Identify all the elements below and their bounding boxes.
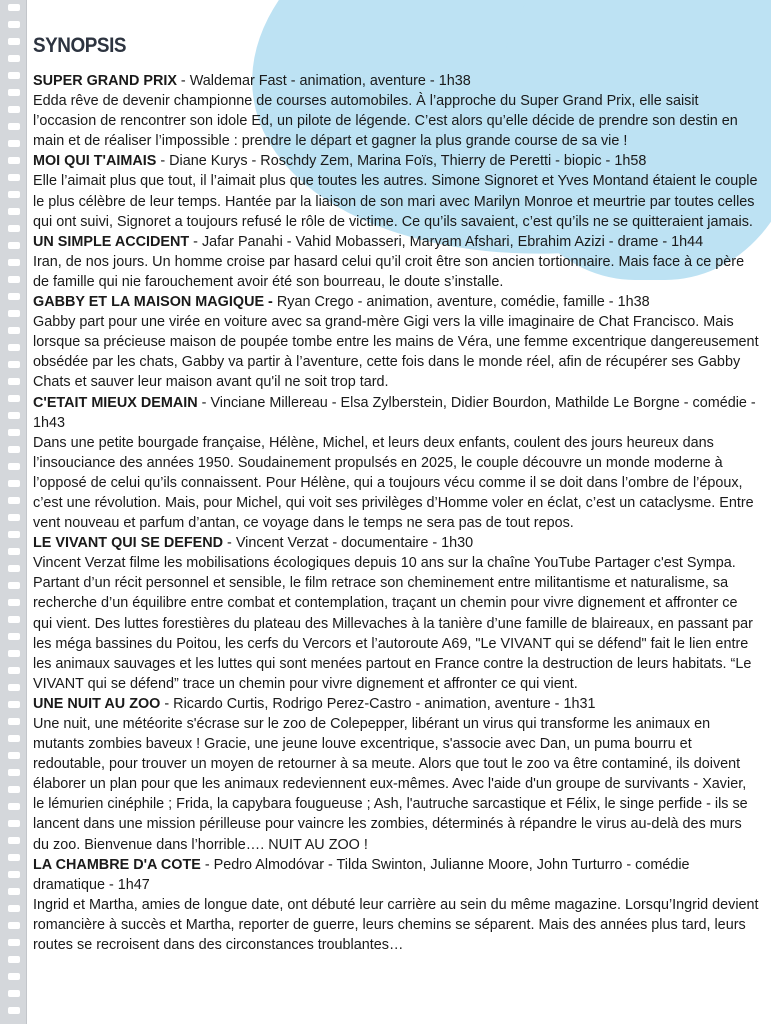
film-meta: - Pedro Almodóvar - Tilda Swinton, Julianne Moore, John Turturro - comédie dramatique - 1h47 bbox=[33, 856, 690, 893]
film-strip-hole bbox=[8, 140, 20, 147]
film-strip-hole bbox=[8, 276, 20, 283]
film-strip-hole bbox=[8, 72, 20, 79]
film-synopsis: Vincent Verzat filme les mobilisations écologiques depuis 10 ans sur la chaîne YouTube Partager c'est Sympa. Partant d’un récit personnel et sensible, le film retrace son cheminement entre militantisme et naturalisme, sa recherche d’un équilibre entre combat et contemplation, traçant un chemin pour vivre dignement et affronter ce qui vient. Des luttes forestières du plateau des Millevaches à la tanière d’une famille de blaireaux, en passant par les méga bassines du Poitou, les cerfs du Vercors et l’autoroute A69, "Le VIVANT qui se défend" fait le lien entre les animaux sauvages et les luttes qui sont menées partout en France contre la destruction de leurs habitats. “Le VIVANT qui se défend” trace un chemin pour vivre dignement et affronter ce qui vient. bbox=[33, 555, 753, 692]
film-meta: Ryan Crego - animation, aventure, comédie, famille - 1h38 bbox=[272, 294, 650, 311]
film-meta: - Vinciane Millereau - Elsa Zylberstein, Didier Bourdon, Mathilde Le Borgne - comédie - 1h43 bbox=[33, 394, 756, 431]
film-meta: - Waldemar Fast - animation, aventure - 1h38 bbox=[176, 73, 471, 89]
film-title: UNE NUIT AU ZOO bbox=[33, 695, 161, 712]
film-strip-hole bbox=[8, 123, 20, 130]
film-strip-hole bbox=[8, 718, 20, 725]
film-strip-hole bbox=[8, 89, 20, 96]
film-strip-hole bbox=[8, 106, 20, 113]
film-strip-hole bbox=[8, 361, 20, 368]
film-strip-hole bbox=[8, 939, 20, 946]
film-meta: - Jafar Panahi - Vahid Mobasseri, Maryam Afshari, Ebrahim Azizi - drame - 1h44 bbox=[189, 233, 704, 250]
film-synopsis: Dans une petite bourgade française, Hélène, Michel, et leurs deux enfants, coulent des jours heureux dans l’insouciance des années 1950. Soudainement propulsés en 2025, le couple découvre un monde moderne à l’opposé de celui qu’ils connaissent. Pour Hélène, qui a toujours vécu comme il se doit dans l’ombre de l’époux, c’est une révolution. Mais, pour Michel, qui voit ses privilèges d’Homme voler en éclat, c’est un cataclysme. Entre vent nouveau et parfum d’antan, ce voyage dans le temps ne sera pas de tout repos. bbox=[33, 434, 754, 532]
film-strip-hole bbox=[8, 4, 20, 11]
film-strip-hole bbox=[8, 735, 20, 742]
film-title: SUPER GRAND PRIX bbox=[33, 73, 177, 89]
film-title: GABBY ET LA MAISON MAGIQUE - bbox=[33, 294, 273, 311]
film-synopsis: Gabby part pour une virée en voiture avec sa grand-mère Gigi vers la ville imaginaire de Chat Francisco. Mais lorsque sa précieuse maison de poupée tombe entre les mains de Véra, une femme excentrique dangereusement obsédée par les chats, Gabby va partir à l’aventure, cette fois dans le monde réel, afin de récupérer ses Gabby Chats et sauver leur maison avant qu'il ne soit trop tard. bbox=[33, 314, 759, 391]
film-strip-hole bbox=[8, 616, 20, 623]
film-strip-hole bbox=[8, 38, 20, 45]
film-header bbox=[33, 232, 759, 252]
film-strip-hole bbox=[8, 344, 20, 351]
film-entry bbox=[33, 694, 759, 855]
film-strip-hole bbox=[8, 633, 20, 640]
film-strip-hole bbox=[8, 378, 20, 385]
film-header bbox=[33, 71, 759, 91]
film-strip-hole bbox=[8, 582, 20, 589]
film-title: LE VIVANT QUI SE DEFEND bbox=[33, 535, 224, 552]
film-strip-hole bbox=[8, 157, 20, 164]
film-strip-hole bbox=[8, 191, 20, 198]
film-strip-hole bbox=[8, 225, 20, 232]
film-strip-hole bbox=[8, 684, 20, 691]
film-strip-hole bbox=[8, 667, 20, 674]
film-strip-hole bbox=[8, 905, 20, 912]
film-synopsis: Iran, de nos jours. Un homme croise par hasard celui qu’il croit être son ancien tortionnaire. Mais face à ce père de famille qui nie farouchement avoir été son bourreau, le doute s’installe. bbox=[33, 253, 745, 290]
film-strip-hole bbox=[8, 973, 20, 980]
film-meta: - Ricardo Curtis, Rodrigo Perez-Castro - animation, aventure - 1h31 bbox=[160, 695, 596, 712]
film-title: LA CHAMBRE D'A COTE bbox=[33, 856, 201, 873]
film-strip-hole bbox=[8, 565, 20, 572]
film-entry bbox=[33, 855, 759, 955]
film-entry bbox=[33, 533, 759, 694]
film-header bbox=[33, 292, 759, 312]
film-title: MOI QUI T'AIMAIS bbox=[33, 153, 157, 170]
film-strip-hole bbox=[8, 208, 20, 215]
film-strip-hole bbox=[8, 480, 20, 487]
film-strip-hole bbox=[8, 769, 20, 776]
film-strip-hole bbox=[8, 174, 20, 181]
film-entry bbox=[33, 232, 759, 292]
film-header bbox=[33, 855, 759, 895]
film-meta: - Vincent Verzat - documentaire - 1h30 bbox=[223, 535, 474, 552]
film-strip-hole bbox=[8, 871, 20, 878]
film-strip-hole bbox=[8, 888, 20, 895]
film-strip-hole bbox=[8, 922, 20, 929]
film-header bbox=[33, 393, 759, 433]
film-strip-hole bbox=[8, 956, 20, 963]
film-strip-hole bbox=[8, 650, 20, 657]
film-strip-hole bbox=[8, 803, 20, 810]
film-strip-hole bbox=[8, 990, 20, 997]
film-entry bbox=[33, 151, 759, 231]
synopsis-list bbox=[33, 71, 759, 955]
film-strip-hole bbox=[8, 310, 20, 317]
film-strip-hole bbox=[8, 514, 20, 521]
film-strip-hole bbox=[8, 446, 20, 453]
film-strip-hole bbox=[8, 55, 20, 62]
film-strip-hole bbox=[8, 412, 20, 419]
film-strip-hole bbox=[8, 21, 20, 28]
film-meta: - Diane Kurys - Roschdy Zem, Marina Foïs, Thierry de Peretti - biopic - 1h58 bbox=[156, 153, 647, 170]
film-strip-hole bbox=[8, 327, 20, 334]
film-strip-hole bbox=[8, 395, 20, 402]
film-strip-hole bbox=[8, 837, 20, 844]
film-strip-decoration bbox=[0, 0, 27, 1024]
film-header bbox=[33, 533, 759, 553]
film-strip-hole bbox=[8, 854, 20, 861]
film-synopsis: Edda rêve de devenir championne de courses automobiles. À l’approche du Super Grand Prix, elle saisit l’occasion de rencontrer son idole Ed, un pilote de légende. C’est alors qu’elle décide de prendre son destin en main et de réaliser l’impossible : prendre le départ et gagner la plus grande course de sa vie ! bbox=[33, 93, 738, 150]
film-title: UN SIMPLE ACCIDENT bbox=[33, 233, 190, 250]
film-strip-hole bbox=[8, 701, 20, 708]
film-title: C'ETAIT MIEUX DEMAIN bbox=[33, 394, 198, 411]
film-strip-hole bbox=[8, 531, 20, 538]
film-strip-hole bbox=[8, 293, 20, 300]
film-entry bbox=[33, 393, 759, 534]
film-strip-hole bbox=[8, 463, 20, 470]
film-strip-hole bbox=[8, 1007, 20, 1014]
film-strip-hole bbox=[8, 242, 20, 249]
film-strip-hole bbox=[8, 497, 20, 504]
film-strip-hole bbox=[8, 599, 20, 606]
page-title: SYNOPSIS bbox=[33, 34, 127, 57]
film-entry bbox=[33, 292, 759, 392]
film-entry bbox=[33, 71, 759, 151]
film-strip-hole bbox=[8, 786, 20, 793]
film-strip-hole bbox=[8, 429, 20, 436]
film-strip-hole bbox=[8, 548, 20, 555]
film-synopsis: Une nuit, une météorite s'écrase sur le zoo de Colepepper, libérant un virus qui transforme les animaux en mutants zombies baveux ! Gracie, une jeune louve excentrique, s'associe avec Dan, un puma bourru et redoutable, pour trouver un moyen de retourner à sa meute. Alors que tout le zoo va être contaminé, ils doivent élaborer un plan pour que les animaux redeviennent eux-mêmes. Avec l'aide d'un groupe de survivants - Xavier, le lémurien cinéphile ; Frida, la capybara fougueuse ; Ash, l'autruche sarcastique et Félix, le singe perfide - ils se lancent dans une mission périlleuse pour vaincre les zombies, déterminés à répandre le virus au-delà des murs du zoo. Bienvenue dans l’horrible…. NUIT AU ZOO ! bbox=[33, 716, 748, 853]
film-strip-hole bbox=[8, 259, 20, 266]
film-strip-hole bbox=[8, 752, 20, 759]
film-header bbox=[33, 694, 759, 714]
film-strip-hole bbox=[8, 820, 20, 827]
film-header bbox=[33, 151, 759, 171]
film-synopsis: Elle l’aimait plus que tout, il l’aimait plus que toutes les autres. Simone Signoret et Yves Montand étaient le couple le plus célèbre de leur temps. Hantée par la liaison de son mari avec Marilyn Monroe et meurtrie par toutes celles qui ont suivi, Signoret a toujours refusé le rôle de victime. Ce qu’ils savaient, c’est qu’ils ne se quitteraient jamais. bbox=[33, 173, 758, 230]
film-synopsis: Ingrid et Martha, amies de longue date, ont débuté leur carrière au sein du même magazine. Lorsqu’Ingrid devient romancière à succès et Martha, reporter de guerre, leurs chemins se séparent. Mais des années plus tard, leurs routes se recroisent dans des circonstances troublantes… bbox=[33, 896, 759, 954]
